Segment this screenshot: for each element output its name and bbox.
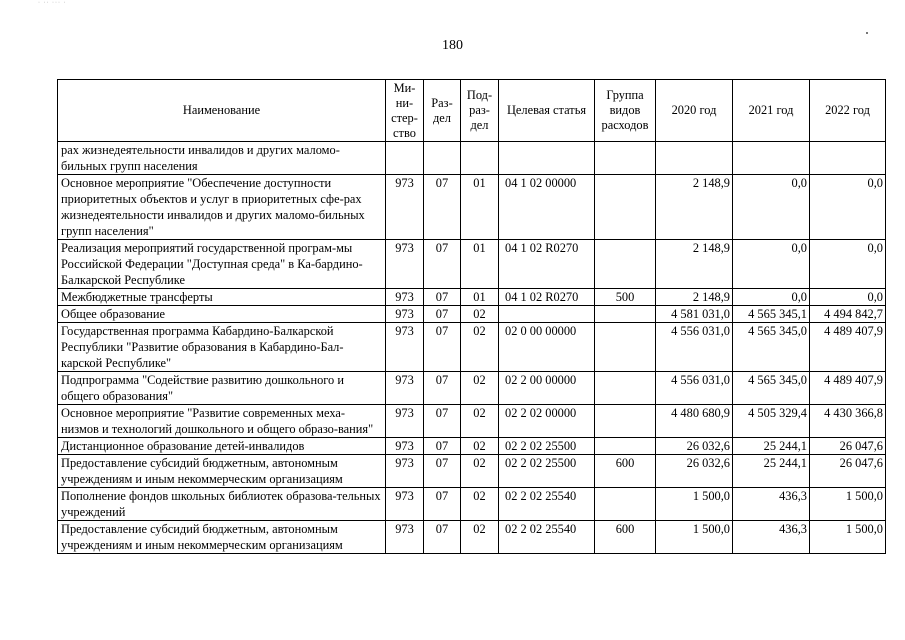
- cell-group: [595, 488, 656, 521]
- cell-y2021: 25 244,1: [733, 455, 810, 488]
- cell-target: 04 1 02 00000: [499, 175, 595, 240]
- cell-section: 07: [424, 289, 461, 306]
- cell-name: Пополнение фондов школьных библиотек образова-тельных учреждений: [58, 488, 386, 521]
- header-2020: 2020 год: [656, 80, 733, 142]
- cell-name: Подпрограмма "Содействие развитию дошкольного и общего образования": [58, 372, 386, 405]
- cell-ministry: 973: [386, 488, 424, 521]
- budget-table: [57, 79, 886, 554]
- cell-y2021: 436,3: [733, 488, 810, 521]
- cell-subsection: 02: [461, 521, 499, 554]
- cell-target: [499, 306, 595, 323]
- cell-subsection: 02: [461, 405, 499, 438]
- cell-name: Государственная программа Кабардино-Балкарской Республики "Развитие образования в Кабардино-Бал-карской Республике": [58, 323, 386, 372]
- table-row: [58, 306, 886, 323]
- cell-section: 07: [424, 405, 461, 438]
- header-subsection: Под-раз-дел: [461, 80, 499, 142]
- cell-y2022: 0,0: [810, 289, 886, 306]
- cell-ministry: 973: [386, 438, 424, 455]
- cell-y2021: 4 505 329,4: [733, 405, 810, 438]
- cell-target: 02 2 02 00000: [499, 405, 595, 438]
- cell-group: [595, 372, 656, 405]
- cell-y2020: 4 556 031,0: [656, 323, 733, 372]
- cell-group: 600: [595, 455, 656, 488]
- table-row: [58, 289, 886, 306]
- cell-name: Предоставление субсидий бюджетным, автономным учреждениям и иным некоммерческим организациям: [58, 455, 386, 488]
- table-row: [58, 372, 886, 405]
- cell-y2022: 4 494 842,7: [810, 306, 886, 323]
- header-target: Целевая статья: [499, 80, 595, 142]
- cell-subsection: 02: [461, 455, 499, 488]
- cell-section: 07: [424, 521, 461, 554]
- table-header-row: [58, 80, 886, 142]
- cell-ministry: 973: [386, 405, 424, 438]
- cell-group: 500: [595, 289, 656, 306]
- cell-y2021: [733, 142, 810, 175]
- header-2021: 2021 год: [733, 80, 810, 142]
- cell-section: 07: [424, 488, 461, 521]
- cell-name: рах жизнедеятельности инвалидов и других маломо-бильных групп населения: [58, 142, 386, 175]
- cell-section: 07: [424, 455, 461, 488]
- cell-y2021: 4 565 345,0: [733, 372, 810, 405]
- cell-name: Межбюджетные трансферты: [58, 289, 386, 306]
- cell-subsection: 02: [461, 438, 499, 455]
- cell-group: [595, 142, 656, 175]
- table-row: [58, 142, 886, 175]
- cell-target: 04 1 02 R0270: [499, 289, 595, 306]
- cell-ministry: 973: [386, 306, 424, 323]
- cell-target: [499, 142, 595, 175]
- table-row: [58, 323, 886, 372]
- cell-group: [595, 175, 656, 240]
- cell-y2022: 0,0: [810, 175, 886, 240]
- table-row: [58, 240, 886, 289]
- cell-y2020: 4 581 031,0: [656, 306, 733, 323]
- cell-y2020: 26 032,6: [656, 438, 733, 455]
- cell-subsection: 02: [461, 323, 499, 372]
- cell-y2021: 436,3: [733, 521, 810, 554]
- cell-name: Реализация мероприятий государственной програм-мы Российской Федерации "Доступная среда" в Ка-бардино-Балкарской Республике: [58, 240, 386, 289]
- cell-section: 07: [424, 306, 461, 323]
- cell-y2022: 4 430 366,8: [810, 405, 886, 438]
- cell-subsection: 01: [461, 175, 499, 240]
- cell-subsection: [461, 142, 499, 175]
- cell-ministry: 973: [386, 455, 424, 488]
- cell-target: 04 1 02 R0270: [499, 240, 595, 289]
- cell-target: 02 2 02 25500: [499, 455, 595, 488]
- header-2022: 2022 год: [810, 80, 886, 142]
- table-row: [58, 175, 886, 240]
- cell-section: 07: [424, 175, 461, 240]
- cell-y2021: 0,0: [733, 175, 810, 240]
- cell-y2021: 0,0: [733, 240, 810, 289]
- cell-name: Основное мероприятие "Развитие современных меха-низмов и технологий дошкольного и общего образо-вания": [58, 405, 386, 438]
- cell-y2022: 4 489 407,9: [810, 372, 886, 405]
- cell-group: [595, 438, 656, 455]
- cell-y2020: 2 148,9: [656, 175, 733, 240]
- cell-target: 02 2 02 25540: [499, 488, 595, 521]
- cell-name: Основное мероприятие "Обеспечение доступности приоритетных объектов и услуг в приоритетных сфе-рах жизнедеятельности инвалидов и других маломо-бильных групп населения": [58, 175, 386, 240]
- cell-y2022: [810, 142, 886, 175]
- cell-target: 02 2 02 25540: [499, 521, 595, 554]
- table-row: [58, 438, 886, 455]
- cell-name: Общее образование: [58, 306, 386, 323]
- cell-y2022: 4 489 407,9: [810, 323, 886, 372]
- cell-subsection: 02: [461, 306, 499, 323]
- header-section: Раз-дел: [424, 80, 461, 142]
- cell-subsection: 02: [461, 488, 499, 521]
- table-row: [58, 405, 886, 438]
- scan-speck: [866, 32, 868, 34]
- cell-section: 07: [424, 240, 461, 289]
- cell-y2020: 2 148,9: [656, 289, 733, 306]
- cell-y2020: 26 032,6: [656, 455, 733, 488]
- cell-ministry: 973: [386, 175, 424, 240]
- cell-target: 02 2 00 00000: [499, 372, 595, 405]
- page-number: 180: [442, 38, 463, 53]
- cell-section: [424, 142, 461, 175]
- cell-y2022: 1 500,0: [810, 488, 886, 521]
- cell-ministry: 973: [386, 372, 424, 405]
- cell-y2020: 4 480 680,9: [656, 405, 733, 438]
- cell-group: [595, 306, 656, 323]
- cell-y2022: 26 047,6: [810, 438, 886, 455]
- table-row: [58, 521, 886, 554]
- cell-target: 02 2 02 25500: [499, 438, 595, 455]
- cell-ministry: [386, 142, 424, 175]
- cell-y2022: 0,0: [810, 240, 886, 289]
- cell-group: [595, 240, 656, 289]
- cell-ministry: 973: [386, 240, 424, 289]
- table-row: [58, 488, 886, 521]
- cell-y2020: 1 500,0: [656, 521, 733, 554]
- header-group: Группа видов расходов: [595, 80, 656, 142]
- cell-subsection: 01: [461, 240, 499, 289]
- cell-y2020: 2 148,9: [656, 240, 733, 289]
- cell-ministry: 973: [386, 289, 424, 306]
- cell-subsection: 02: [461, 372, 499, 405]
- cell-ministry: 973: [386, 323, 424, 372]
- cell-y2022: 1 500,0: [810, 521, 886, 554]
- cell-name: Дистанционное образование детей-инвалидов: [58, 438, 386, 455]
- cell-y2020: 1 500,0: [656, 488, 733, 521]
- cell-y2020: [656, 142, 733, 175]
- cell-group: 600: [595, 521, 656, 554]
- cell-group: [595, 323, 656, 372]
- header-name: Наименование: [58, 80, 386, 142]
- table-row: [58, 455, 886, 488]
- cell-ministry: 973: [386, 521, 424, 554]
- header-ministry: Ми-ни-стер-ство: [386, 80, 424, 142]
- corner-mark: · ·· ··· ·: [38, 0, 67, 6]
- cell-y2021: 4 565 345,1: [733, 306, 810, 323]
- cell-y2022: 26 047,6: [810, 455, 886, 488]
- cell-section: 07: [424, 438, 461, 455]
- cell-target: 02 0 00 00000: [499, 323, 595, 372]
- cell-group: [595, 405, 656, 438]
- cell-y2020: 4 556 031,0: [656, 372, 733, 405]
- cell-y2021: 25 244,1: [733, 438, 810, 455]
- cell-section: 07: [424, 323, 461, 372]
- cell-section: 07: [424, 372, 461, 405]
- cell-name: Предоставление субсидий бюджетным, автономным учреждениям и иным некоммерческим организациям: [58, 521, 386, 554]
- cell-y2021: 0,0: [733, 289, 810, 306]
- cell-subsection: 01: [461, 289, 499, 306]
- cell-y2021: 4 565 345,0: [733, 323, 810, 372]
